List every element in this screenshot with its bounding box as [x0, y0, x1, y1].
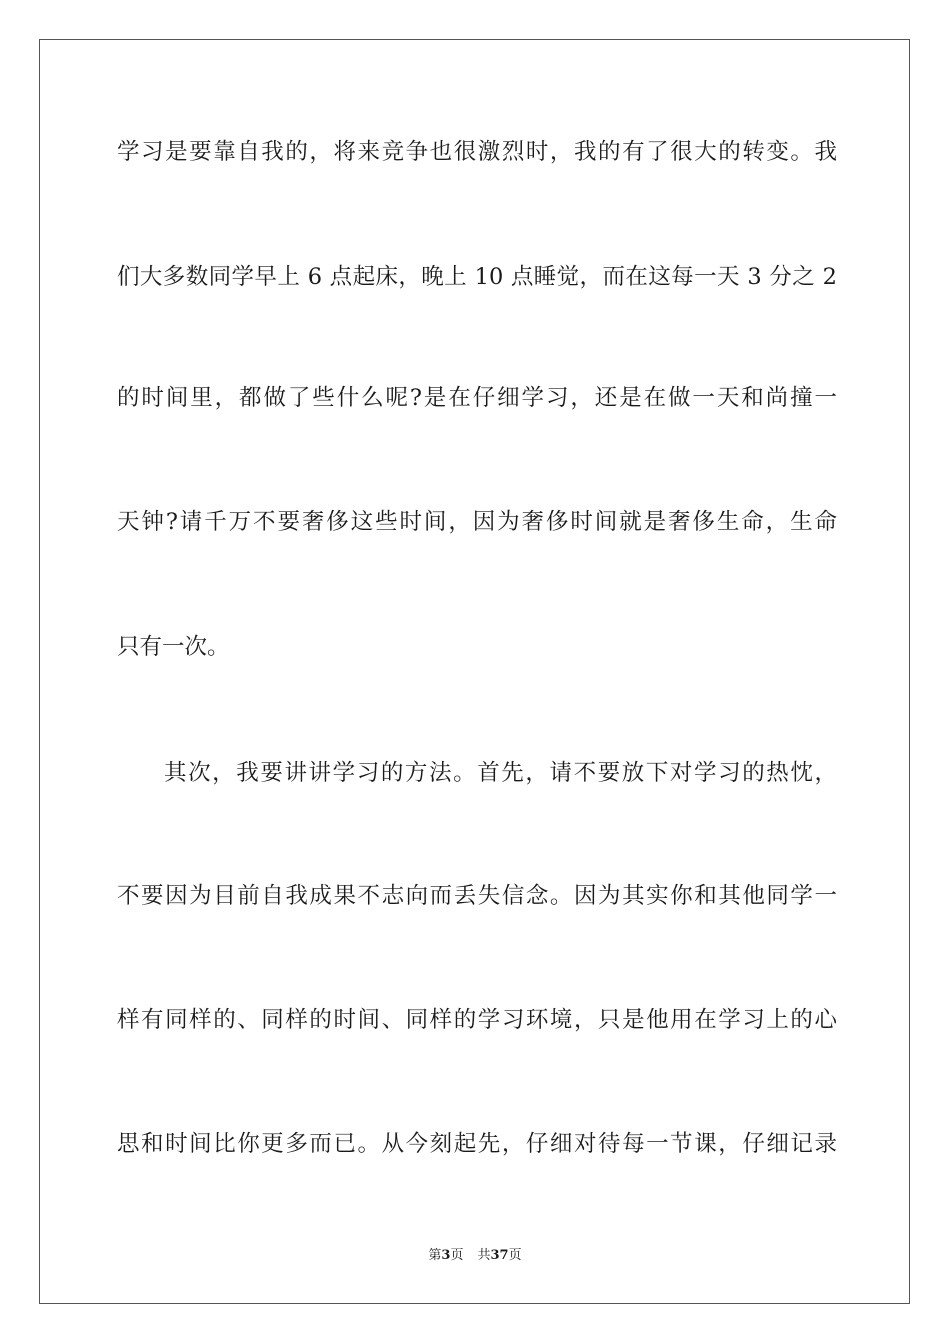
total-prefix: 共 [477, 1248, 491, 1263]
page-total: 37 [490, 1248, 509, 1263]
paragraph-line-5: 只有一次。 [117, 634, 230, 660]
paragraph-line-3: 的时间里，都做了些什么呢?是在仔细学习，还是在做一天和尚撞一 [117, 385, 837, 411]
paragraph-line-9: 思和时间比你更多而已。从今刻起先，仔细对待每一节课，仔细记录 [117, 1131, 837, 1157]
page-current: 3 [441, 1248, 451, 1263]
page-footer [0, 1247, 950, 1265]
page-prefix: 第 [428, 1248, 442, 1263]
page-suffix: 页 [450, 1248, 464, 1263]
paragraph-line-8: 样有同样的、同样的时间、同样的学习环境，只是他用在学习上的心 [117, 1007, 837, 1033]
total-suffix: 页 [508, 1248, 522, 1263]
paragraph-line-4: 天钟?请千万不要奢侈这些时间，因为奢侈时间就是奢侈生命，生命 [117, 509, 837, 535]
paragraph-line-6: 其次，我要讲讲学习的方法。首先，请不要放下对学习的热忱， [164, 760, 837, 786]
paragraph-line-2: 们大多数同学早上 6 点起床，晚上 10 点睡觉，而在这每一天 3 分之 2 [117, 264, 837, 290]
paragraph-line-1: 学习是要靠自我的，将来竞争也很激烈时，我的有了很大的转变。我 [117, 139, 837, 165]
paragraph-line-7: 不要因为目前自我成果不志向而丢失信念。因为其实你和其他同学一 [117, 883, 837, 909]
page-border [39, 39, 910, 1304]
